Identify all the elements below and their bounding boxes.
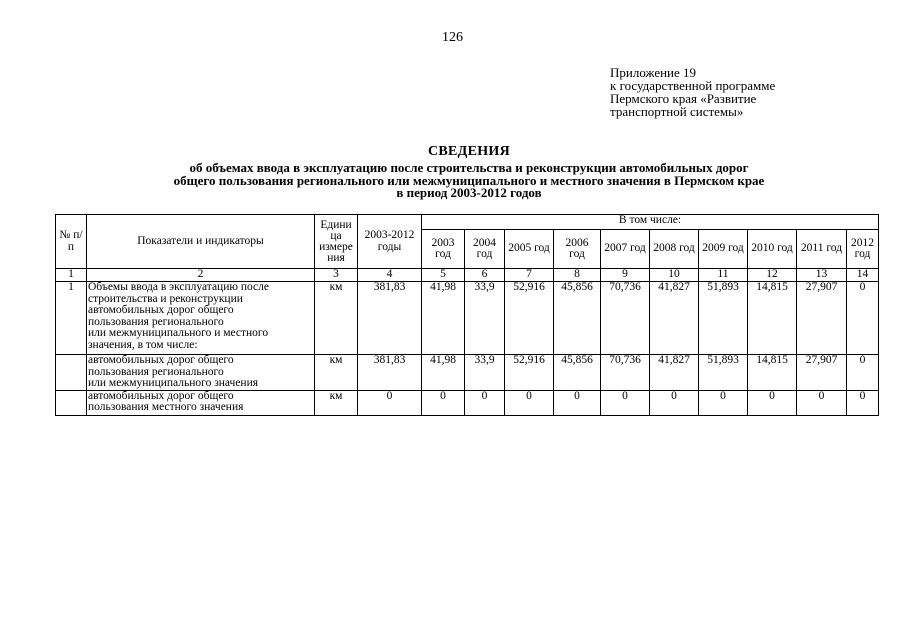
header-total-line: 2003-2012 xyxy=(364,229,415,241)
column-number: 14 xyxy=(847,269,879,282)
header-year: 2007 год xyxy=(601,230,650,269)
header-year: 2005 год xyxy=(505,230,554,269)
column-number: 4 xyxy=(358,269,422,282)
table-row xyxy=(56,390,879,415)
header-year-line: 2006 xyxy=(565,236,589,249)
row-unit: км xyxy=(315,355,358,391)
header-year xyxy=(554,230,601,269)
row-value: 45,856 xyxy=(554,282,601,355)
row-value: 0 xyxy=(748,390,797,415)
row-value: 0 xyxy=(847,355,879,391)
row-unit: км xyxy=(315,390,358,415)
indicator-line: автомобильных дорог общего xyxy=(88,354,234,366)
header-year: 2011 год xyxy=(797,230,847,269)
row-num: 1 xyxy=(56,282,87,355)
row-value: 0 xyxy=(847,390,879,415)
column-number: 12 xyxy=(748,269,797,282)
header-year xyxy=(847,230,879,269)
subtitle-line: в период 2003-2012 годов xyxy=(396,185,542,200)
header-year-line: год xyxy=(569,248,585,260)
row-value: 14,815 xyxy=(748,355,797,391)
appendix-note xyxy=(610,66,775,118)
indicator-line: Объемы ввода в эксплуатацию после xyxy=(88,281,269,293)
row-value: 41,98 xyxy=(422,282,465,355)
row-value: 0 xyxy=(465,390,505,415)
header-year: 2010 год xyxy=(748,230,797,269)
row-total: 381,83 xyxy=(358,282,422,355)
indicator-line: или межмуниципального и местного xyxy=(88,327,269,339)
header-total xyxy=(358,215,422,269)
row-value: 27,907 xyxy=(797,355,847,391)
column-number-row xyxy=(56,269,879,282)
header-unit xyxy=(315,215,358,269)
indicator-line: или межмуниципального значения xyxy=(88,377,259,389)
header-unit-line: измере xyxy=(319,240,353,253)
header-unit-line: ца xyxy=(330,229,342,242)
indicator-line: автомобильных дорог общего xyxy=(88,304,234,316)
appendix-line: транспортной системы» xyxy=(610,104,744,119)
row-value: 70,736 xyxy=(601,355,650,391)
row-value: 52,916 xyxy=(505,282,554,355)
row-value: 51,893 xyxy=(699,355,748,391)
header-year xyxy=(465,230,505,269)
header-year-line: 2003 xyxy=(431,236,455,249)
header-num-line: п xyxy=(67,240,75,253)
row-value: 0 xyxy=(797,390,847,415)
row-value: 0 xyxy=(699,390,748,415)
header-unit-line: ния xyxy=(327,251,345,264)
appendix-line: Приложение 19 xyxy=(610,65,697,80)
column-number: 10 xyxy=(650,269,699,282)
column-number: 11 xyxy=(699,269,748,282)
data-table xyxy=(55,214,879,416)
indicator-line: пользования местного значения xyxy=(88,401,244,413)
header-indicator: Показатели и индикаторы xyxy=(87,215,315,269)
row-value: 14,815 xyxy=(748,282,797,355)
row-value: 27,907 xyxy=(797,282,847,355)
header-row xyxy=(56,215,879,230)
page-number: 126 xyxy=(442,30,463,45)
header-year: 2009 год xyxy=(699,230,748,269)
header-num xyxy=(56,215,87,269)
column-number: 8 xyxy=(554,269,601,282)
subtitle-line: об объемах ввода в эксплуатацию после строительства и реконструкции автомобильных дорог xyxy=(189,160,749,175)
row-value: 41,98 xyxy=(422,355,465,391)
row-value: 70,736 xyxy=(601,282,650,355)
table-row xyxy=(56,282,879,355)
row-value: 0 xyxy=(505,390,554,415)
header-year-line: 2012 xyxy=(851,236,875,249)
row-value: 51,893 xyxy=(699,282,748,355)
row-total: 0 xyxy=(358,390,422,415)
row-indicator xyxy=(87,390,315,415)
subtitle-line: общего пользования регионального или межмуниципального и местного значения в Пермском крае xyxy=(173,172,765,188)
row-num xyxy=(56,355,87,391)
row-value: 33,9 xyxy=(465,355,505,391)
row-value: 0 xyxy=(847,282,879,355)
column-number: 6 xyxy=(465,269,505,282)
indicator-line: пользования регионального xyxy=(88,365,224,378)
indicator-line: пользования регионального xyxy=(88,315,224,328)
column-number: 9 xyxy=(601,269,650,282)
column-number: 1 xyxy=(56,269,87,282)
header-year xyxy=(422,230,465,269)
row-total: 381,83 xyxy=(358,355,422,391)
indicator-line: автомобильных дорог общего xyxy=(88,389,234,402)
row-value: 33,9 xyxy=(465,282,505,355)
column-number: 7 xyxy=(505,269,554,282)
indicator-line: строительства и реконструкции xyxy=(88,292,243,305)
header-num-line: № п/ xyxy=(59,229,83,241)
header-unit-line: Едини xyxy=(320,218,352,231)
column-number: 13 xyxy=(797,269,847,282)
row-indicator xyxy=(87,355,315,391)
appendix-line: Пермского края «Развитие xyxy=(610,91,757,106)
header-year-line: год xyxy=(854,248,871,260)
column-number: 3 xyxy=(315,269,358,282)
row-unit: км xyxy=(315,282,358,355)
row-value: 0 xyxy=(554,390,601,415)
header-year-line: год xyxy=(476,248,493,260)
document-title: СВЕДЕНИЯ xyxy=(427,144,511,159)
row-value: 0 xyxy=(601,390,650,415)
row-indicator xyxy=(87,282,315,355)
table-row xyxy=(56,355,879,391)
appendix-line: к государственной программе xyxy=(610,78,776,93)
header-year-line: год xyxy=(435,248,451,260)
header-year-line: 2004 xyxy=(473,236,496,249)
document-subtitle xyxy=(0,162,905,200)
row-value: 41,827 xyxy=(650,282,699,355)
indicator-line: значения, в том числе: xyxy=(88,338,198,351)
column-number: 5 xyxy=(422,269,465,282)
row-num xyxy=(56,390,87,415)
header-group: В том числе: xyxy=(422,215,879,230)
row-value: 45,856 xyxy=(554,355,601,391)
row-value: 52,916 xyxy=(505,355,554,391)
header-total-line: годы xyxy=(377,240,402,253)
column-number: 2 xyxy=(87,269,315,282)
row-value: 0 xyxy=(650,390,699,415)
row-value: 0 xyxy=(422,390,465,415)
header-year: 2008 год xyxy=(650,230,699,269)
row-value: 41,827 xyxy=(650,355,699,391)
